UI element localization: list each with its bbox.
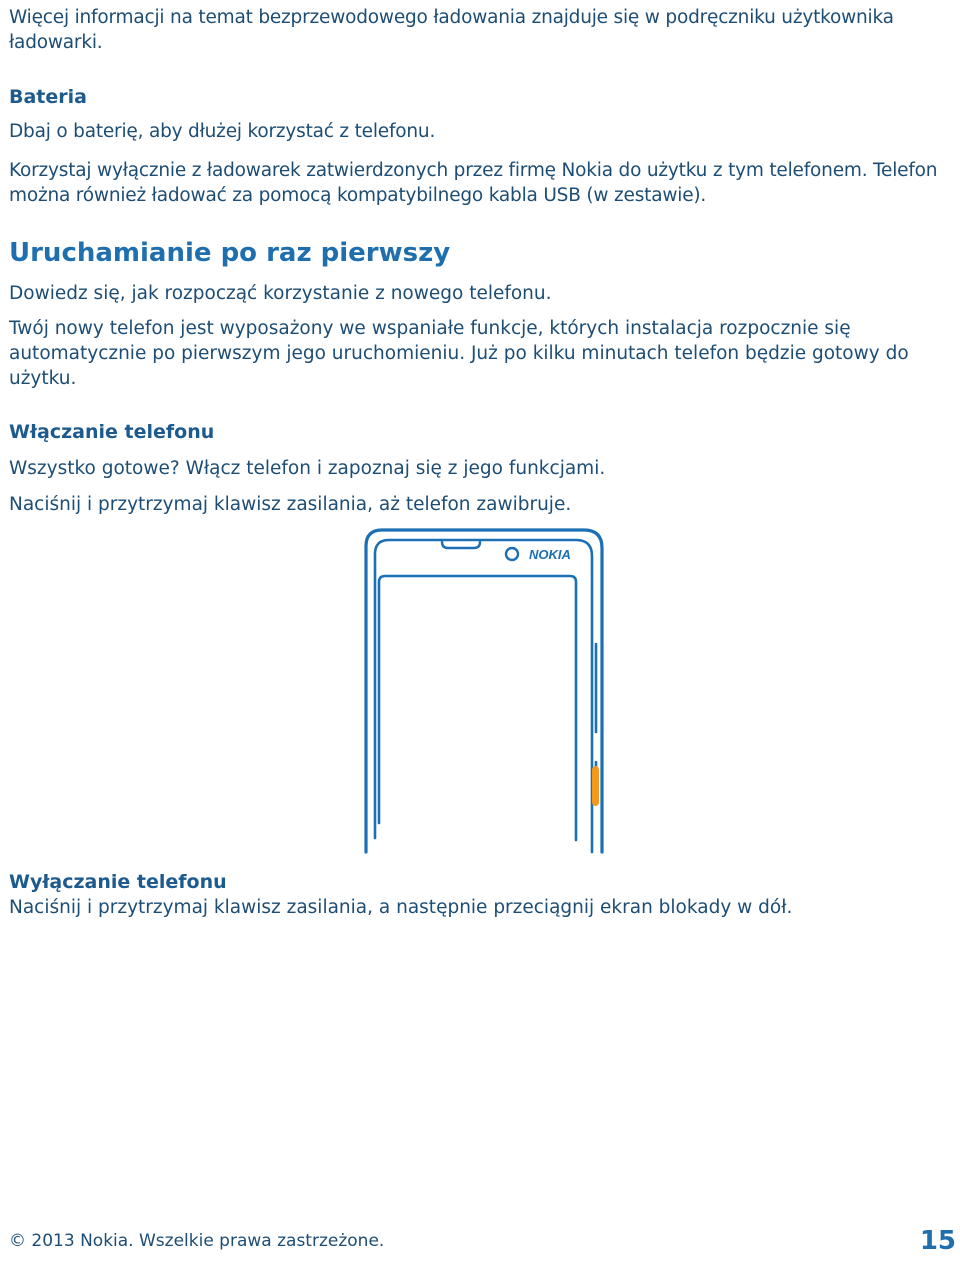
battery-paragraph-2: Korzystaj wyłącznie z ładowarek zatwierdzonych przez firmę Nokia do użytku z tym telefonem. Telefon można również ładować za pomocą kompatybilnego kabla USB (w zestawie). (9, 160, 938, 206)
battery-paragraph-1: Dbaj o baterię, aby dłużej korzystać z telefonu. (9, 121, 436, 142)
power-off-paragraph-1: Naciśnij i przytrzymaj klawisz zasilania, a następnie przeciągnij ekran blokady w dół. (9, 897, 793, 918)
front-camera-icon (506, 548, 518, 560)
battery-heading: Bateria (9, 86, 87, 108)
power-on-heading: Włączanie telefonu (9, 421, 215, 443)
intro-paragraph: Więcej informacji na temat bezprzewodowego ładowania znajduje się w podręczniku użytkownika ładowarki. (9, 7, 894, 53)
power-on-paragraph-1: Wszystko gotowe? Włącz telefon i zapoznaj się z jego funkcjami. (9, 458, 606, 479)
phone-brand-label: NOKIA (529, 547, 571, 562)
phone-illustration (358, 526, 608, 856)
phone-outline (366, 530, 602, 852)
first-start-title: Uruchamianie po raz pierwszy (9, 238, 451, 268)
power-key-highlight (592, 766, 599, 806)
first-start-paragraph-2: Twój nowy telefon jest wyposażony we wspaniałe funkcje, których instalacja rozpocznie się automatycznie po pierwszym jego uruchomieniu. Już po kilku minutach telefon będzie gotowy do użytku. (9, 318, 909, 389)
page-number: 15 (919, 1226, 956, 1256)
power-on-paragraph-2: Naciśnij i przytrzymaj klawisz zasilania, aż telefon zawibruje. (9, 494, 572, 515)
first-start-paragraph-1: Dowiedz się, jak rozpocząć korzystanie z nowego telefonu. (9, 283, 552, 304)
footer-copyright: © 2013 Nokia. Wszelkie prawa zastrzeżone. (9, 1231, 385, 1251)
power-off-heading: Wyłączanie telefonu (9, 871, 227, 893)
